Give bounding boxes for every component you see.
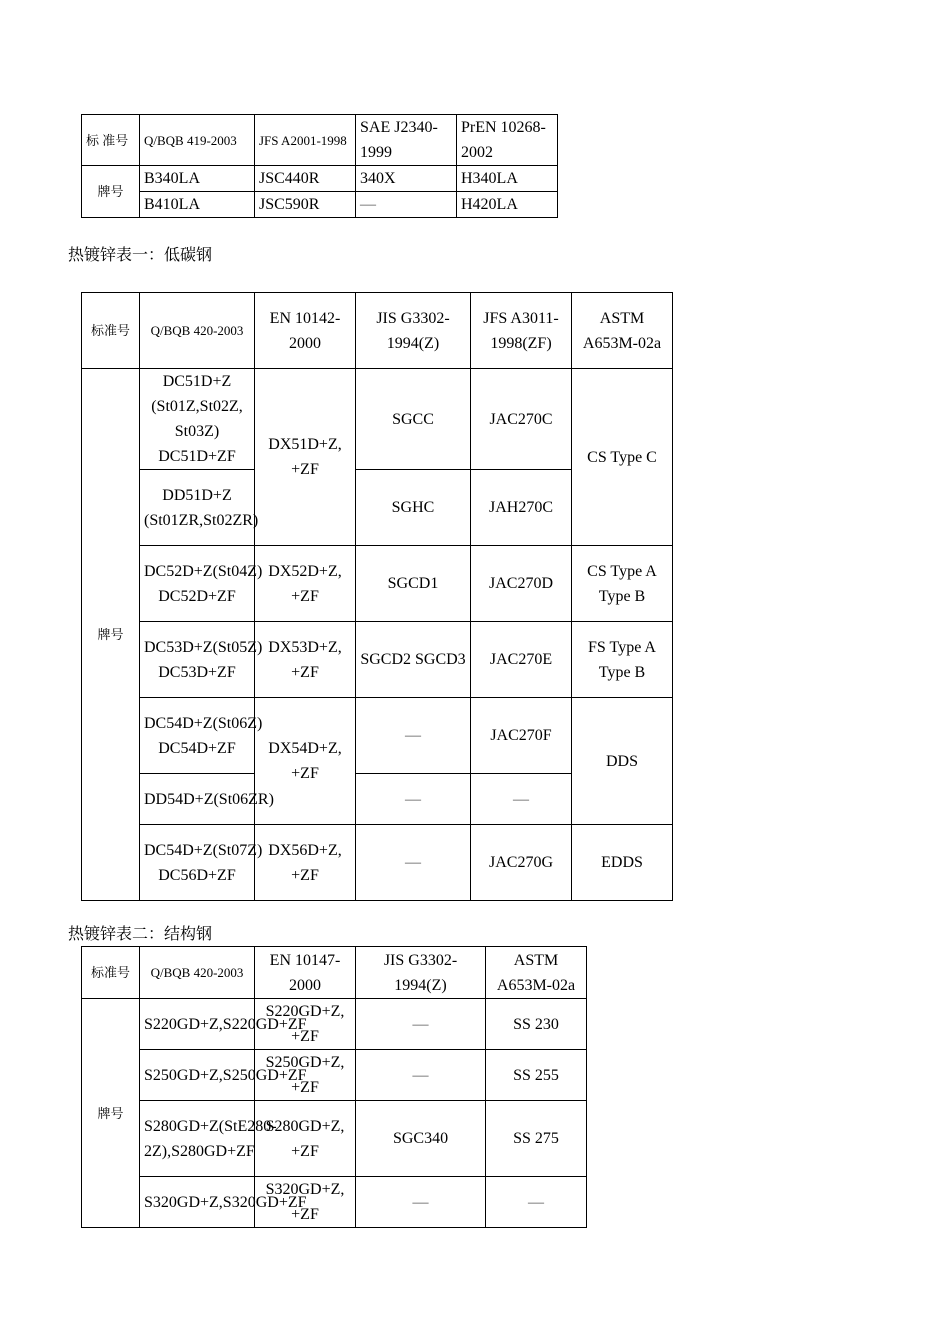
caption-structural: 热镀锌表二：结构钢 (68, 926, 213, 943)
header-col: EN 10142-2000 (255, 293, 356, 369)
table-cell: SS 230 (486, 999, 587, 1050)
table-cell: JAC270D (471, 546, 572, 622)
header-col: EN 10147-2000 (255, 947, 356, 999)
header-col: JIS G3302-1994(Z) (356, 293, 471, 369)
table-cell: B410LA (140, 192, 255, 218)
table-cell: DD54D+Z(St06ZR) (140, 774, 255, 825)
table-cell: S320GD+Z, +ZF (255, 1177, 356, 1228)
table-cell: JAC270E (471, 622, 572, 698)
table-cell: S250GD+Z,S250GD+ZF (140, 1050, 255, 1101)
table-cell: S220GD+Z, +ZF (255, 999, 356, 1050)
table-cell: JSC440R (255, 166, 356, 192)
table-cell: H340LA (457, 166, 558, 192)
standards-table-3 (81, 946, 587, 1228)
table-cell: JAC270F (471, 698, 572, 774)
table-cell: DX53D+Z, +ZF (255, 622, 356, 698)
table-cell: DX51D+Z, +ZF (255, 369, 356, 546)
table-cell: — (356, 999, 486, 1050)
table-cell: B340LA (140, 166, 255, 192)
table-cell: SGCC (356, 369, 471, 470)
table-cell: SS 255 (486, 1050, 587, 1101)
table-cell: DX56D+Z, +ZF (255, 825, 356, 901)
grade-label: 牌号 (82, 369, 140, 901)
table-cell: DC54D+Z(St07Z) DC56D+ZF (140, 825, 255, 901)
grade-label: 牌号 (82, 166, 140, 218)
table-cell: — (356, 1050, 486, 1101)
table-cell: JAC270G (471, 825, 572, 901)
table-cell: SGCD1 (356, 546, 471, 622)
table-cell: SGC340 (356, 1101, 486, 1177)
table-cell: DC51D+Z (St01Z,St02Z, St03Z) DC51D+ZF (140, 369, 255, 470)
table-cell: DC52D+Z(St04Z) DC52D+ZF (140, 546, 255, 622)
table-cell: — (356, 698, 471, 774)
header-col: ASTM A653M-02a (572, 293, 673, 369)
table-cell: EDDS (572, 825, 673, 901)
table-cell: FS Type A Type B (572, 622, 673, 698)
table-cell: CS Type A Type B (572, 546, 673, 622)
standards-table-2 (81, 292, 673, 901)
table-cell: JAH270C (471, 470, 572, 546)
table-cell: — (356, 1177, 486, 1228)
header-label: 标准号 (82, 293, 140, 369)
table-cell: JAC270C (471, 369, 572, 470)
header-label: 标准号 (82, 947, 140, 999)
header-col: ASTM A653M-02a (486, 947, 587, 999)
table-cell: DDS (572, 698, 673, 825)
table-cell: S320GD+Z,S320GD+ZF (140, 1177, 255, 1228)
caption-low-carbon: 热镀锌表一：低碳钢 (68, 247, 213, 264)
table-cell: S220GD+Z,S220GD+ZF (140, 999, 255, 1050)
header-col: SAE J2340-1999 (356, 115, 457, 166)
table-cell: — (486, 1177, 587, 1228)
header-col: JFS A2001-1998 (255, 115, 356, 166)
table-cell: CS Type C (572, 369, 673, 546)
header-col: Q/BQB 419-2003 (140, 115, 255, 166)
table-cell: SGCD2 SGCD3 (356, 622, 471, 698)
table-cell: S280GD+Z(StE280-2Z),S280GD+ZF (140, 1101, 255, 1177)
table-cell: — (356, 825, 471, 901)
table-cell: S280GD+Z, +ZF (255, 1101, 356, 1177)
table-cell: DC54D+Z(St06Z) DC54D+ZF (140, 698, 255, 774)
table-cell: SS 275 (486, 1101, 587, 1177)
table-cell: H420LA (457, 192, 558, 218)
header-col: PrEN 10268-2002 (457, 115, 558, 166)
table-cell: JSC590R (255, 192, 356, 218)
header-col: Q/BQB 420-2003 (140, 293, 255, 369)
table-cell: S250GD+Z, +ZF (255, 1050, 356, 1101)
table-cell: DX54D+Z, +ZF (255, 698, 356, 825)
table-cell: DX52D+Z, +ZF (255, 546, 356, 622)
header-col: JIS G3302-1994(Z) (356, 947, 486, 999)
header-col: JFS A3011-1998(ZF) (471, 293, 572, 369)
header-label: 标 准号 (82, 115, 140, 166)
table-cell: 340X (356, 166, 457, 192)
grade-label: 牌号 (82, 999, 140, 1228)
table-cell: — (356, 192, 457, 218)
table-cell: SGHC (356, 470, 471, 546)
table-cell: — (471, 774, 572, 825)
standards-table-1 (81, 114, 558, 218)
table-cell: — (356, 774, 471, 825)
header-col: Q/BQB 420-2003 (140, 947, 255, 999)
table-cell: DC53D+Z(St05Z) DC53D+ZF (140, 622, 255, 698)
table-cell: DD51D+Z (St01ZR,St02ZR) (140, 470, 255, 546)
